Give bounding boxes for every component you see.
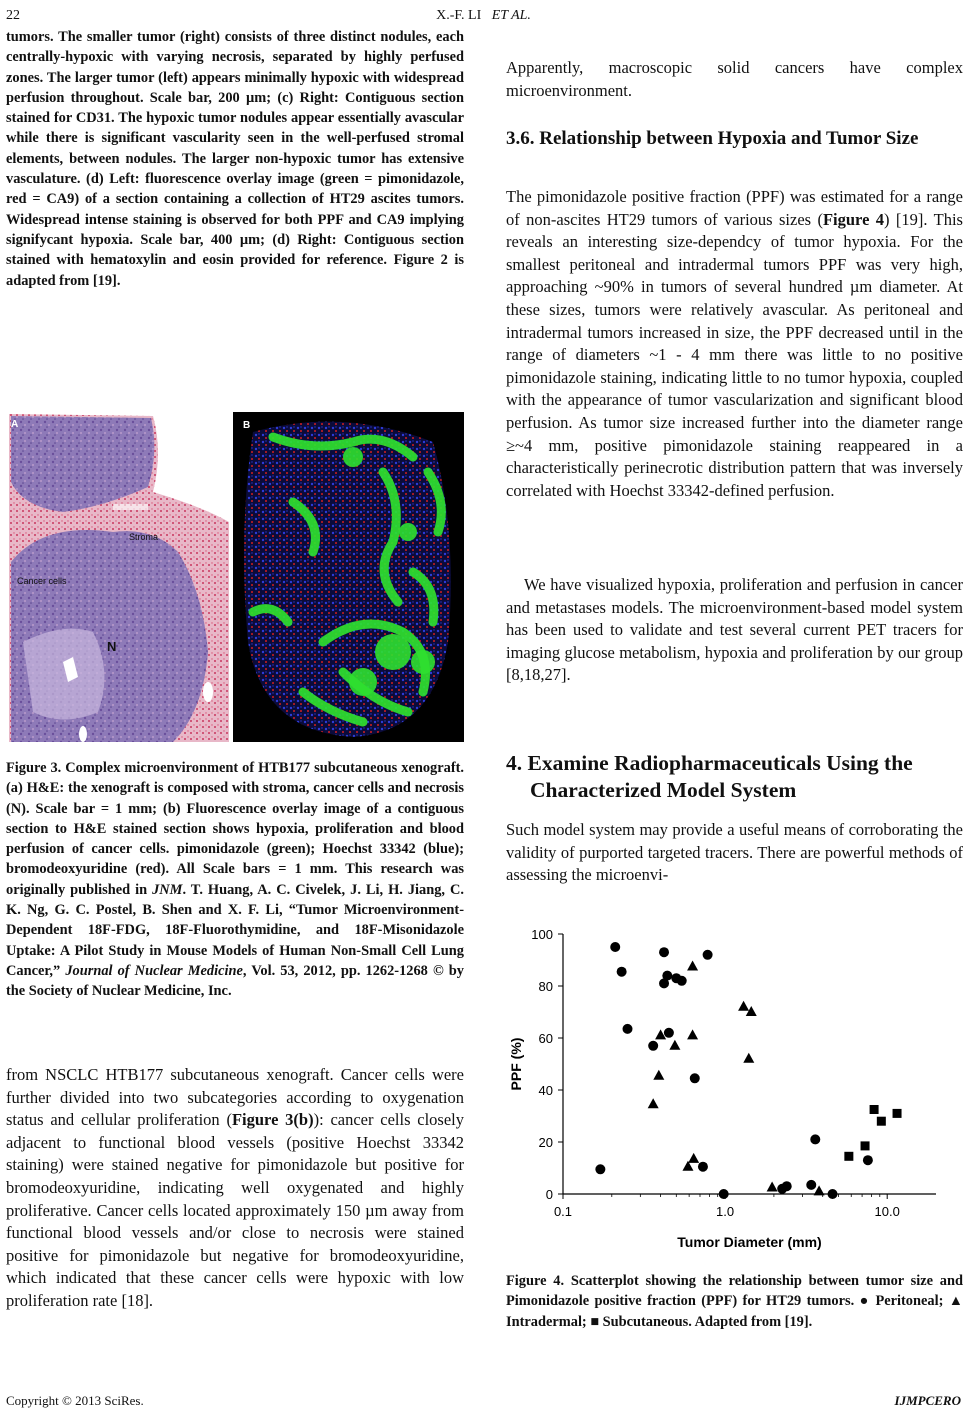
intradermal-point [767, 1182, 778, 1192]
figure-3a-he-image [3, 412, 229, 742]
intradermal-point [743, 1053, 754, 1063]
subcutaneous-point [870, 1105, 879, 1114]
y-tick-label: 60 [538, 1031, 553, 1046]
y-tick-label: 20 [538, 1135, 553, 1150]
subcutaneous-point [844, 1152, 853, 1161]
fig3-caption-part1: Figure 3. Complex microenvironment of HTB177 subcutaneous xenograft. (a) H&E: the xenograft is composed with stroma, cancer cells and necrosis (N). Scale bar = 1 mm; (b) Fluorescence overlay image of a contiguous section to H&E stained section shows hypoxia, proliferation and blood perfusion of cancer cells. pimonidazole (green); Hoechst 33342 (blue); bromodeoxyuridine (red). All Scale bars = 1 mm. This research was originally published in [6, 760, 464, 898]
peritoneal-point [595, 1164, 605, 1174]
sec36-p1-part1: The pimonidazole positive fraction (PPF) was estimated for a range of non-ascites HT29 tumors of various sizes ( [506, 187, 963, 229]
x-tick-label: 10.0 [874, 1204, 900, 1219]
figure-3 [3, 412, 464, 742]
scatter-plot-svg [506, 912, 963, 1270]
panel-b-label: B [243, 420, 251, 431]
x-tick-label: 0.1 [553, 1204, 573, 1219]
peritoneal-point [719, 1189, 729, 1199]
section-3-6-paragraph-1 [506, 186, 963, 502]
peritoneal-point [617, 967, 627, 977]
peritoneal-point [703, 950, 713, 960]
sec36-fig-ref: Figure 4 [822, 209, 885, 229]
intradermal-point [746, 1006, 757, 1016]
peritoneal-point [698, 1162, 708, 1172]
y-tick-label: 100 [531, 927, 553, 942]
panel-a-label: A [11, 419, 19, 430]
subcutaneous-point [861, 1141, 870, 1150]
figure-4-chart [506, 912, 963, 1270]
left-body-paragraph [6, 1064, 464, 1313]
section-4-heading: 4. Examine Radiopharmaceuticals Using the Characterized Model System [506, 751, 913, 802]
y-tick-label: 0 [545, 1187, 553, 1202]
intradermal-point [738, 1001, 749, 1011]
intradermal-point [648, 1098, 659, 1108]
x-tick-label: 1.0 [716, 1204, 735, 1219]
peritoneal-point [610, 942, 620, 952]
peritoneal-point [690, 1073, 700, 1083]
fig3-caption-part2: . T. Huang, A. C. Civelek, J. Li, H. Jiang, C. K. Ng, G. C. Postel, B. Shen and X. F. Li, “Tumor Microenvironment-Dependent 18F-FDG, 18F-Fluorothymidine, and 18F-Misonidazole Uptake: A Pilot Study in Mouse Models of Human Non-Small Cell Lung Cancer,” [6, 881, 464, 979]
fig3-caption-jnm: JNM [152, 881, 183, 898]
fig3-caption [6, 758, 464, 1002]
peritoneal-point [662, 971, 672, 981]
peritoneal-point [806, 1180, 816, 1190]
intradermal-point [669, 1040, 680, 1050]
sec36-p1-part2: ) [19]. This reveals an interesting size-dependcy of tumor hypoxia. For the smallest peritoneal and intradermal tumors PPF was very high, approaching ~90% in tumors of several hundred µm diameter. At these sizes, tumors were relatively avascular. As peritoneal and intradermal tumors increased in size, the PPF decreased until in the range of diameters ~1 - 4 mm there was little to no positive pimonidazole staining, indicating little to no tumor hypoxia, coupled with the appearance of tumor vascularization and significant blood perfusion. As tumor size increased further into the diameter range ≥~4 mm, positive pimonidazole staining reappeared in a characteristically perinecrotic distribution pattern that was inversely correlated with Hoechst 33342-defined perfusion. [506, 209, 963, 500]
page-number: 22 [6, 8, 20, 23]
header-authors: X.-F. LI [436, 8, 482, 23]
footer-journal: IJMPCERO [894, 1393, 961, 1408]
subcutaneous-point [893, 1109, 902, 1118]
y-tick-label: 80 [538, 979, 553, 994]
peritoneal-point [677, 976, 687, 986]
necrosis-label: N [107, 639, 117, 654]
fig3-caption-part3: , Vol. 53, 2012, pp. 1262-1268 © by the Society of Nuclear Medicine, Inc. [6, 962, 465, 1000]
cancer-cells-label: Cancer cells [17, 576, 67, 586]
running-header [0, 8, 967, 24]
peritoneal-point [648, 1041, 658, 1051]
left-para-fig-ref: Figure 3(b) [231, 1110, 314, 1130]
intradermal-point [653, 1070, 664, 1080]
fig2-caption-continuation: tumors. The smaller tumor (right) consists of three distinct nodules, each centrally-hypoxic with varying necrosis, separated by highly perfused zones. The larger tumor (left) appears minimally hypoxic with widespread perfusion throughout. Scale bar, 200 µm; (c) Right: Contiguous section stained for CD31. The hypoxic tumor nodules appear essentially avascular while there is significant vascularity seen in the well-perfused stromal elements, between nodules. The larger non-hypoxic tumor has extensive vasculature. (d) Left: fluorescence overlay image (green = pimonidazole, red = CA9) of a section containing a collection of HT29 ascites tumors. Widespread intense staining is observed for both PPF and CA9 implying signifycant hypoxia. Scale bar, 400 µm; (d) Right: Contiguous section stained with hematoxylin and eosin provided for reference. Figure 2 is adapted from [19]. [6, 29, 464, 289]
scale-bar-a [196, 426, 224, 429]
intradermal-point [687, 961, 698, 971]
left-para-part2: ): cancer cells closely adjacent to functional blood vessels (positive Hoechst 33342 staining) were stained negative for pimonidazole but positive for bromodeoxyuridine, indicating well oxygenated and highly proliferative. Cancer cells located approximately 150 µm away from functional blood vessels and/or close to necrosis were stained positive for pimonidazole but negative for bromodeoxyuridine, which indicated that these cancer cells were hypoxic with low proliferation rate [18]. [6, 1110, 465, 1310]
peritoneal-point [782, 1181, 792, 1191]
section-4-paragraph-1: Such model system may provide a useful means of corroborating the validity of purported targeted tracers. There are powerful methods of assessing the microenvi- [506, 820, 963, 885]
intradermal-point [688, 1153, 699, 1163]
left-para-part1: from NSCLC HTB177 subcutaneous xenograft. Cancer cells were further divided into two subcategories according to oxygenation status and cellular proliferation ( [6, 1065, 464, 1130]
peritoneal-point [810, 1134, 820, 1144]
right-intro-paragraph: Apparently, macroscopic solid cancers have complex microenvironment. [506, 58, 963, 100]
peritoneal-point [623, 1024, 633, 1034]
y-tick-label: 40 [538, 1083, 553, 1098]
peritoneal-point [863, 1155, 873, 1165]
footer-copyright: Copyright © 2013 SciRes. [6, 1393, 144, 1408]
y-axis-label: PPF (%) [508, 1037, 524, 1091]
peritoneal-point [659, 947, 669, 957]
section-3-6-heading: 3.6. Relationship between Hypoxia and Tumor Size [506, 128, 919, 149]
fig4-caption: Figure 4. Scatterplot showing the relationship between tumor size and Pimonidazole positive fraction (PPF) for HT29 tumors. ● Peritoneal; ▲ Intradermal; ■ Subcutaneous. Adapted from [19]. [506, 1273, 963, 1330]
peritoneal-point [828, 1189, 838, 1199]
fig3-caption-journal: Journal of Nuclear Medicine [65, 962, 243, 979]
intradermal-point [687, 1029, 698, 1039]
stroma-label: Stroma [129, 532, 159, 542]
x-axis-label: Tumor Diameter (mm) [677, 1234, 822, 1250]
figure-3b-fluorescence-image [233, 412, 464, 742]
section-3-6-paragraph-2: We have visualized hypoxia, proliferation and perfusion in cancer and metastases models. The microenvironment-based model system has been used to validate and test several current PET tracers for imaging glucose metabolism, hypoxia and proliferation by our group [8,18,27]. [506, 575, 963, 685]
subcutaneous-point [877, 1117, 886, 1126]
header-et-al: ET AL. [491, 8, 531, 23]
peritoneal-point [664, 1028, 674, 1038]
